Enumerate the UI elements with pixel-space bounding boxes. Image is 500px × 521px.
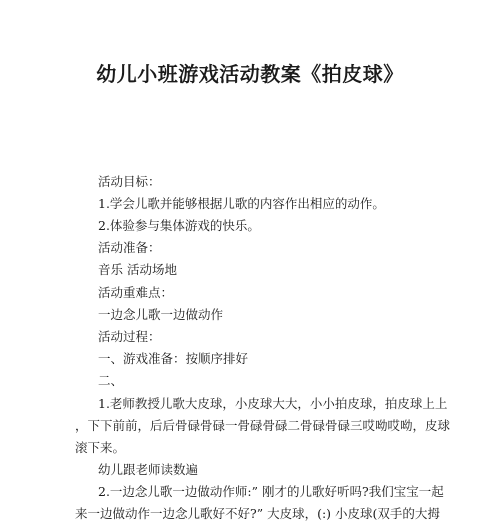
- goal-item-1: 1.学会儿歌并能够根据儿歌的内容作出相应的动作。: [98, 196, 385, 211]
- process-step-2: 二、: [98, 373, 124, 388]
- heading-activity-process: 活动过程：: [98, 329, 161, 344]
- goal-item-2: 2.体验参与集体游戏的快乐。: [98, 218, 260, 233]
- heading-activity-goals: 活动目标：: [98, 174, 161, 189]
- paragraph-line: 滚下来。: [75, 440, 126, 455]
- paragraph-line: ，下下前前，后后骨碌骨碌一骨碌骨碌二骨碌骨碌三哎呦哎呦，皮球: [75, 418, 451, 433]
- preparation-text: 音乐 活动场地: [98, 262, 177, 277]
- paragraph-line: 幼儿跟老师读数遍: [98, 462, 199, 477]
- document-title: 幼儿小班游戏活动教案《拍皮球》: [96, 62, 404, 86]
- process-step-1: 一、游戏准备：按顺序排好: [98, 351, 249, 366]
- paragraph-line: 2.一边念儿歌一边做动作师:” 刚才的儿歌好听吗?我们宝宝一起: [98, 484, 444, 499]
- paragraph-line: 1.老师教授儿歌大皮球，小皮球大大，小小拍皮球，拍皮球上上: [98, 396, 448, 411]
- heading-activity-preparation: 活动准备：: [98, 240, 161, 255]
- key-points-text: 一边念儿歌一边做动作: [98, 307, 224, 322]
- heading-key-points: 活动重难点：: [98, 285, 174, 300]
- paragraph-line: 来一边做动作一边念儿歌好不好?” 大皮球，(:) 小皮球(双手的大拇: [75, 506, 440, 521]
